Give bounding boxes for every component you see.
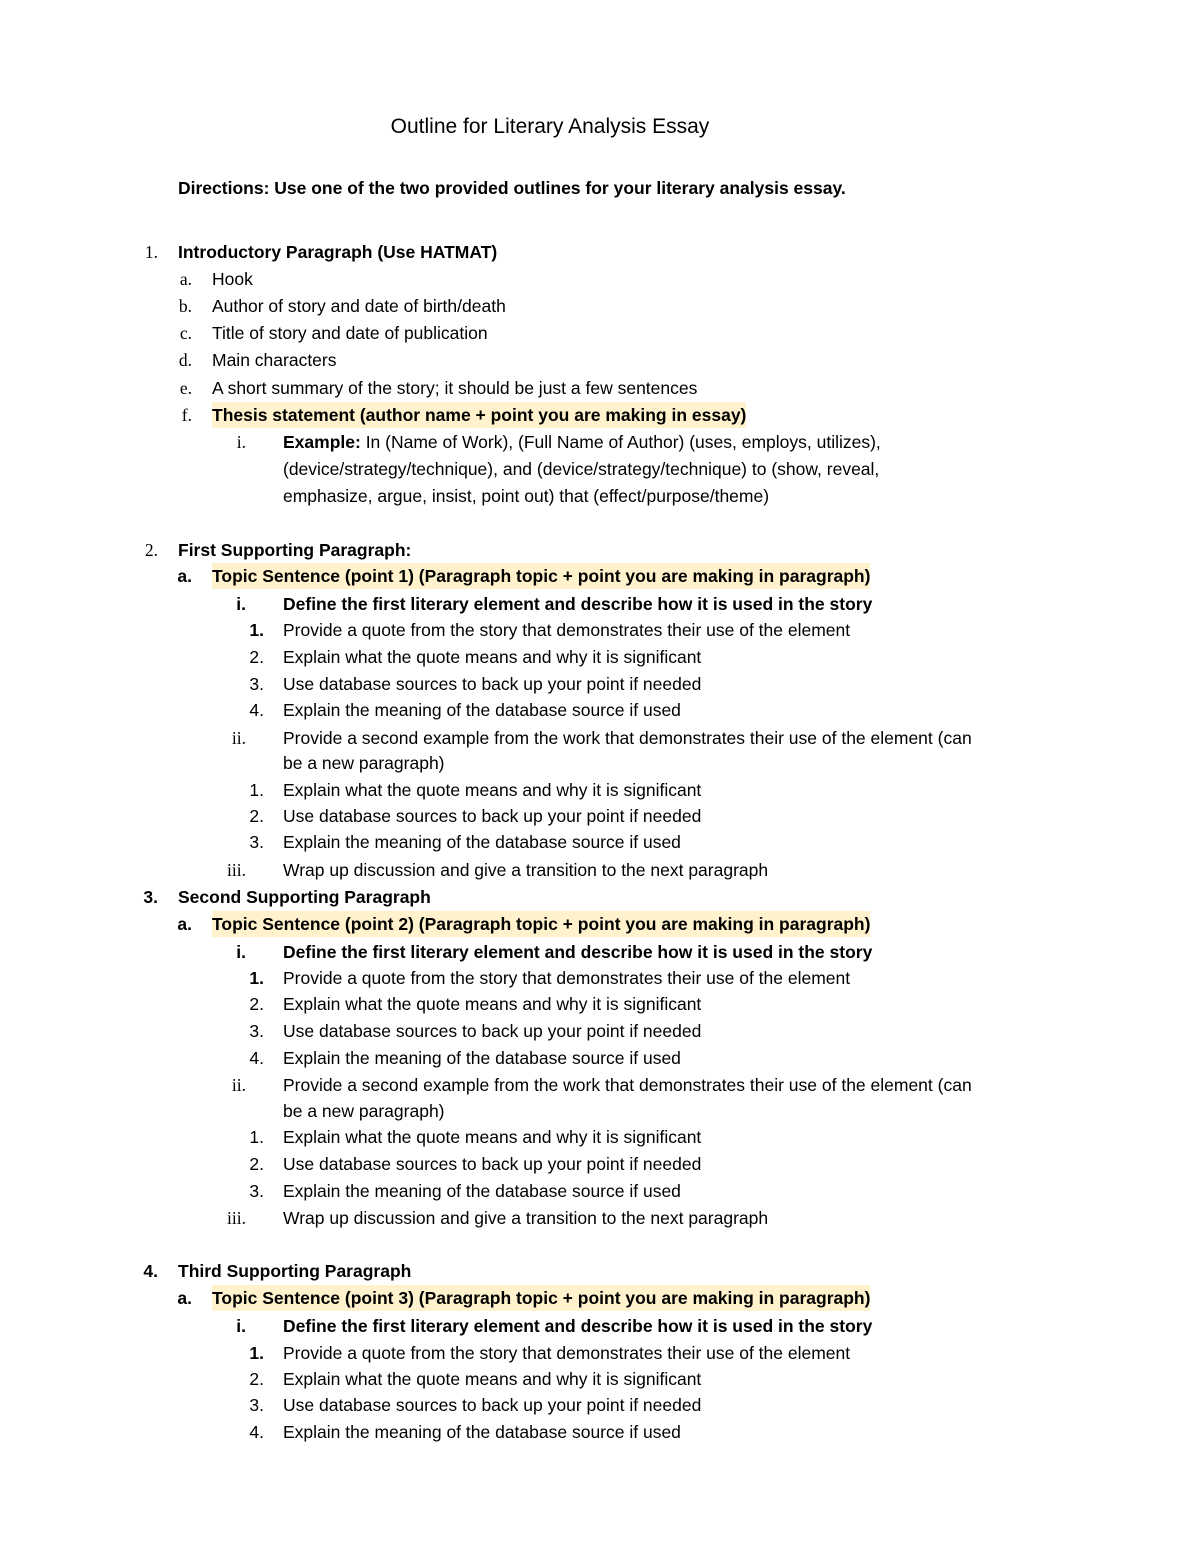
section-p1-heading — [0, 537, 1200, 563]
list-marker: 1. — [249, 1343, 264, 1363]
wrap-up-item — [0, 857, 1200, 883]
list-marker: 1. — [249, 780, 264, 800]
list-item — [0, 266, 1200, 292]
list-marker: 1. — [249, 1127, 264, 1147]
list-item-text: Explain what the quote means and why it is significant — [283, 647, 702, 667]
second-example-item — [0, 1072, 1200, 1098]
list-item-text: Title of story and date of publication — [212, 323, 488, 343]
list-marker: b. — [178, 296, 192, 316]
list-item-text: Provide a quote from the story that demonstrates their use of the element — [283, 1343, 851, 1363]
list-item — [0, 697, 1200, 723]
list-item-text: Use database sources to back up your point if needed — [283, 1154, 702, 1174]
list-item — [0, 1392, 1200, 1418]
thesis-statement: Thesis statement (author name + point you are making in essay) — [212, 402, 746, 428]
define-item — [0, 1313, 1200, 1339]
list-item — [0, 777, 1200, 803]
list-marker: 2. — [144, 540, 158, 560]
list-item — [0, 1151, 1200, 1177]
list-item-text: Provide a quote from the story that demonstrates their use of the element — [283, 620, 851, 640]
list-item — [0, 293, 1200, 319]
list-marker: a. — [179, 269, 192, 289]
list-item-text: Explain what the quote means and why it is significant — [283, 994, 702, 1014]
list-marker: a. — [177, 566, 192, 586]
list-marker: iii. — [227, 1208, 246, 1228]
list-marker: 1. — [144, 242, 158, 262]
list-item-text: Explain what the quote means and why it is significant — [283, 1127, 702, 1147]
define-text: Define the first literary element and describe how it is used in the story — [283, 1316, 873, 1336]
list-marker: 2. — [249, 1369, 264, 1389]
list-marker: i. — [236, 1316, 246, 1336]
list-item-text: Author of story and date of birth/death — [212, 296, 506, 316]
second-example-text: Provide a second example from the work that demonstrates their use of the element (can — [283, 1075, 972, 1095]
list-item — [0, 1018, 1200, 1044]
list-marker: a. — [177, 914, 192, 934]
list-item-text: Hook — [212, 269, 253, 289]
define-item — [0, 591, 1200, 617]
list-item-text: Use database sources to back up your point if needed — [283, 806, 702, 826]
list-item — [0, 375, 1200, 401]
section-p3-heading — [0, 1258, 1200, 1284]
list-marker: 3. — [249, 1181, 264, 1201]
section-heading-text: Third Supporting Paragraph — [178, 1261, 412, 1281]
topic-sentence: Topic Sentence (point 2) (Paragraph topic + point you are making in paragraph) — [212, 911, 870, 937]
list-marker: 3. — [249, 674, 264, 694]
list-item-text: Use database sources to back up your point if needed — [283, 1021, 702, 1041]
list-item — [0, 671, 1200, 697]
topic-sentence: Topic Sentence (point 3) (Paragraph topic + point you are making in paragraph) — [212, 1285, 870, 1311]
list-marker: 3. — [143, 887, 158, 907]
list-marker: ii. — [231, 728, 246, 748]
list-item-text: Explain what the quote means and why it is significant — [283, 1369, 702, 1389]
wrap-up-text: Wrap up discussion and give a transition to the next paragraph — [283, 1208, 769, 1228]
list-marker: 1. — [249, 620, 264, 640]
list-item — [0, 1178, 1200, 1204]
section-heading-text: Introductory Paragraph (Use HATMAT) — [178, 242, 498, 262]
list-marker: 1. — [249, 968, 264, 988]
define-item — [0, 939, 1200, 965]
directions: Directions: Use one of the two provided outlines for your literary analysis essay. — [178, 178, 846, 198]
list-marker: a. — [177, 1288, 192, 1308]
list-item-text: Use database sources to back up your point if needed — [283, 674, 702, 694]
list-item — [0, 829, 1200, 855]
topic-sentence-item — [0, 563, 1200, 589]
list-marker: 4. — [249, 700, 264, 720]
list-item — [0, 1366, 1200, 1392]
list-item-text: Explain the meaning of the database source if used — [283, 1048, 681, 1068]
list-item — [0, 1045, 1200, 1071]
list-marker: iii. — [227, 860, 246, 880]
list-item — [0, 1340, 1200, 1366]
list-marker: 2. — [249, 647, 264, 667]
list-marker: 2. — [249, 1154, 264, 1174]
list-item-text: Explain the meaning of the database source if used — [283, 1181, 681, 1201]
example-label: Example: — [283, 432, 361, 452]
list-item — [0, 1124, 1200, 1150]
list-item-text: Explain the meaning of the database source if used — [283, 700, 681, 720]
list-marker: c. — [179, 323, 192, 343]
list-marker: d. — [178, 350, 192, 370]
list-marker: 3. — [249, 1021, 264, 1041]
wrap-up-item — [0, 1205, 1200, 1231]
topic-sentence-item — [0, 911, 1200, 937]
list-marker: 2. — [249, 994, 264, 1014]
second-example-item — [0, 725, 1200, 751]
define-text: Define the first literary element and describe how it is used in the story — [283, 594, 873, 614]
list-marker: 4. — [143, 1261, 158, 1281]
list-marker: 4. — [249, 1048, 264, 1068]
list-item-text: Explain the meaning of the database source if used — [283, 1422, 681, 1442]
list-item — [0, 617, 1200, 643]
list-item — [0, 644, 1200, 670]
list-marker: i. — [236, 942, 246, 962]
list-marker: ii. — [231, 1075, 246, 1095]
thesis-item — [0, 402, 1200, 428]
list-item — [0, 991, 1200, 1017]
list-marker: e. — [179, 378, 192, 398]
example-text-line: emphasize, argue, insist, point out) that (effect/purpose/theme) — [283, 486, 770, 506]
second-example-text: be a new paragraph) — [283, 1101, 445, 1121]
list-item — [0, 965, 1200, 991]
section-intro-heading — [0, 239, 1200, 265]
list-marker: i. — [236, 432, 246, 452]
list-item-text: Provide a quote from the story that demonstrates their use of the element — [283, 968, 851, 988]
example-text-line: (device/strategy/technique), and (device/strategy/technique) to (show, reveal, — [283, 459, 880, 479]
list-marker: i. — [236, 594, 246, 614]
document-title: Outline for Literary Analysis Essay — [390, 115, 710, 138]
list-marker: f. — [181, 405, 192, 425]
list-marker: 2. — [249, 806, 264, 826]
section-heading-text: First Supporting Paragraph: — [178, 540, 412, 560]
list-item — [0, 803, 1200, 829]
list-item-text: Explain the meaning of the database source if used — [283, 832, 681, 852]
list-item — [0, 1419, 1200, 1445]
list-item-text: Use database sources to back up your point if needed — [283, 1395, 702, 1415]
second-example-text: Provide a second example from the work that demonstrates their use of the element (can — [283, 728, 972, 748]
section-p2-heading — [0, 884, 1200, 910]
list-item — [0, 320, 1200, 346]
list-marker: 3. — [249, 1395, 264, 1415]
list-item — [0, 347, 1200, 373]
topic-sentence: Topic Sentence (point 1) (Paragraph topic + point you are making in paragraph) — [212, 563, 870, 589]
topic-sentence-item — [0, 1285, 1200, 1311]
list-marker: 4. — [249, 1422, 264, 1442]
list-item-text: Main characters — [212, 350, 337, 370]
example-text-line: In (Name of Work), (Full Name of Author) (uses, employs, utilizes), — [365, 432, 881, 452]
define-text: Define the first literary element and describe how it is used in the story — [283, 942, 873, 962]
section-heading-text: Second Supporting Paragraph — [178, 887, 431, 907]
list-item-text: A short summary of the story; it should be just a few sentences — [212, 378, 698, 398]
wrap-up-text: Wrap up discussion and give a transition to the next paragraph — [283, 860, 769, 880]
second-example-text: be a new paragraph) — [283, 753, 445, 773]
list-item-text: Explain what the quote means and why it is significant — [283, 780, 702, 800]
example-item — [0, 429, 1200, 455]
list-marker: 3. — [249, 832, 264, 852]
